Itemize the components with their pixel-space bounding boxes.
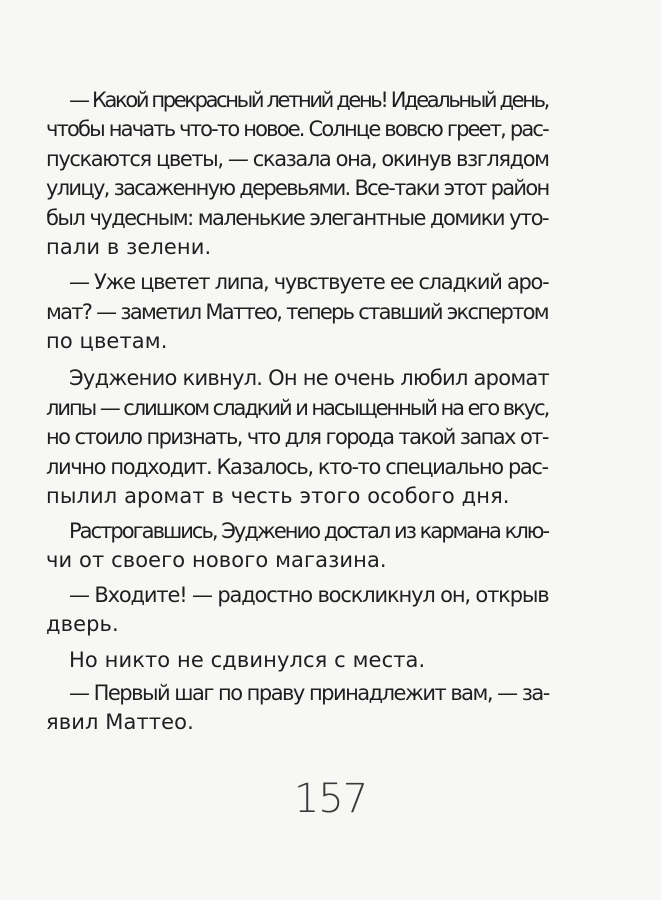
text-line: — Первый шаг по праву принадлежит вам, — за-: [69, 681, 549, 705]
text-line: — Входите! — радостно воскликнул он, открыв: [69, 583, 549, 607]
text-line: Эудженио кивнул. Он не очень любил аромат: [69, 366, 549, 390]
text-line: чтобы начать что-то новое. Солнце вовсю греет, рас-: [46, 117, 548, 141]
text-line: улицу, засаженную деревьями. Все-таки этот район: [46, 176, 549, 200]
text-line: дверь.: [46, 612, 119, 636]
text-line: чи от своего нового магазина.: [46, 548, 387, 572]
text-line: пали в зелени.: [46, 235, 212, 259]
text-line: мат? — заметил Маттео, теперь ставший экспертом: [46, 300, 548, 324]
text-line: — Уже цветет липа, чувствуете ее сладкий аро-: [69, 270, 549, 294]
text-line: по цветам.: [46, 329, 168, 353]
text-line: Растрогавшись, Эудженио достал из кармана клю-: [69, 519, 549, 543]
text-line: явил Маттео.: [46, 710, 194, 734]
text-line: был чудесным: маленькие элегантные домики уто-: [46, 206, 549, 230]
text-line: пылил аромат в честь этого особого дня.: [46, 484, 510, 508]
text-line: липы — слишком сладкий и насыщенный на его вкус,: [46, 396, 549, 420]
page-number: 157: [293, 776, 368, 822]
text-line: пускаются цветы, — сказала она, окинув взглядом: [46, 147, 549, 171]
text-line: Но никто не сдвинулся с места.: [69, 648, 426, 672]
text-line: — Какой прекрасный летний день! Идеальный день,: [69, 88, 548, 112]
text-line: лично подходит. Казалось, кто-то специально рас-: [46, 455, 548, 479]
text-line: но стоило признать, что для города такой запах от-: [46, 425, 548, 449]
